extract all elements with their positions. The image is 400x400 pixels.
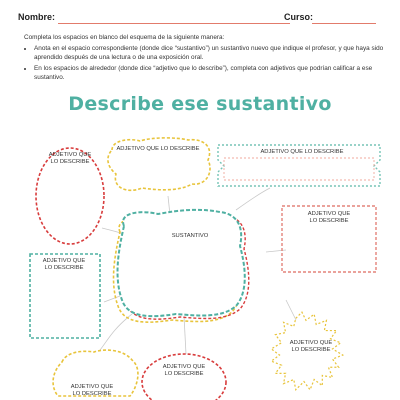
worksheet-title: Describe ese sustantivo [68,93,332,115]
instructions-intro: Completa los espacios en blanco del esquema de la siguiente manera: [24,34,225,41]
adjective-label-banner: ADJETIVO QUE LO DESCRIBE [260,149,344,155]
connector-line [102,228,124,234]
connector-line [286,300,296,320]
adjective-label-cloud-bottom-left: ADJETIVO QUE LO DESCRIBE [70,384,114,397]
course-label: Curso: [284,12,313,22]
connector-line [266,250,286,252]
center-blob-teal [118,210,245,316]
connector-line [100,314,132,350]
adjective-label-oval-bottom: ADJETIVO QUE LO DESCRIBE [162,364,206,377]
instruction-item: • En los espacios de alrededor (donde dice “adjetivo que lo describe”), completa con adjetivos que podrían calificar a ese sustantivo. [34,64,384,82]
name-label: Nombre: [18,12,56,22]
adjective-label-sunburst: ADJETIVO QUE LO DESCRIBE [289,340,333,353]
adjective-label-oval-left: ADJETIVO QUE LO DESCRIBE [48,152,92,165]
instruction-item: • Anota en el espacio correspondiente (donde dice “sustantivo”) un sustantivo nuevo que indique el profesor, y que haya sido aprendido después de una lectura o de una exposición oral. [34,44,384,62]
connector-line [104,296,120,302]
adjective-label-box-left: ADJETIVO QUE LO DESCRIBE [42,258,86,271]
noun-label: SUSTANTIVO [171,233,209,239]
adjective-label-box-right: ADJETIVO QUE LO DESCRIBE [307,211,351,224]
connector-line [236,188,270,210]
adjective-label-cloud-top: ADJETIVO QUE LO DESCRIBE [116,146,200,152]
